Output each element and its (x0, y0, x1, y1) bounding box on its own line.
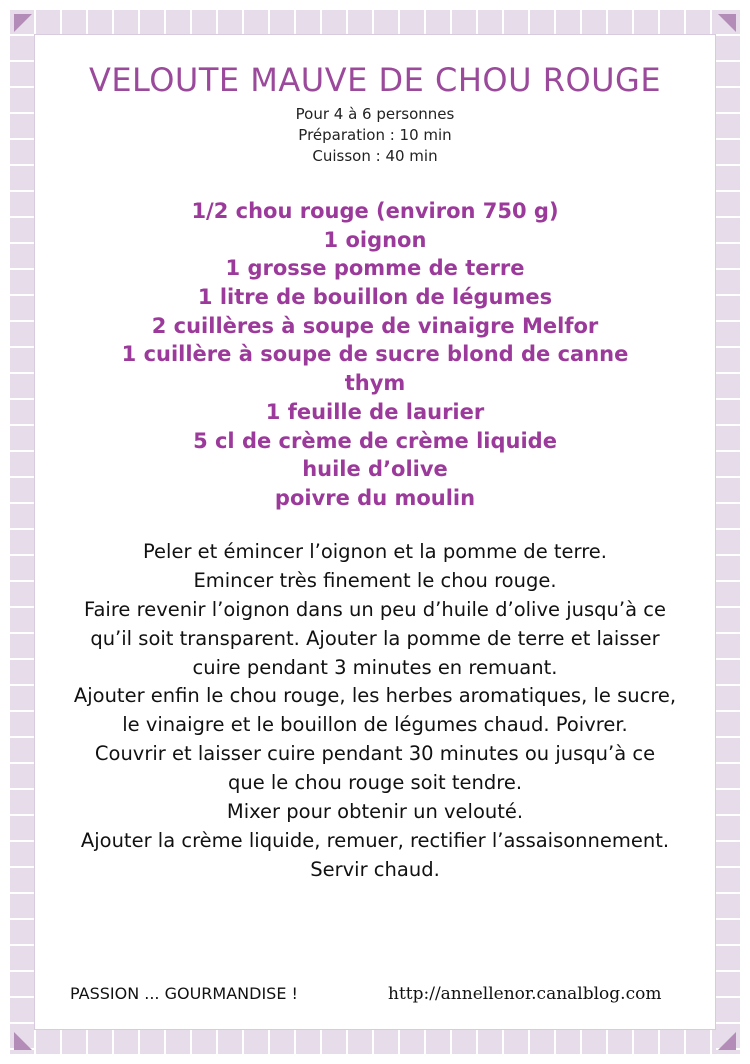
cooking-time: Cuisson : 40 min (312, 147, 438, 165)
ingredient-item: 1 grosse pomme de terre (225, 256, 525, 281)
instruction-line: Ajouter la crème liquide, remuer, rectifier l’assaisonnement. (80, 828, 670, 852)
instruction-line: que le chou rouge soit tendre. (227, 771, 523, 795)
instruction-line: le vinaigre et le bouillon de légumes chaud. Poivrer. (122, 713, 628, 737)
ingredient-item: 1 cuillère à soupe de sucre blond de canne (121, 342, 629, 367)
instruction-line: Emincer très finement le chou rouge. (193, 568, 557, 592)
preparation-time: Préparation : 10 min (298, 126, 452, 144)
ingredient-item: poivre du moulin (274, 485, 476, 510)
ingredient-item: 2 cuillères à soupe de vinaigre Melfor (151, 313, 599, 338)
instruction-line: Ajouter enfin le chou rouge, les herbes aromatiques, le sucre, (73, 684, 677, 708)
instruction-text (34, 538, 716, 885)
instruction-line: Servir chaud. (310, 857, 440, 881)
instruction-line: Peler et émincer l’oignon et la pomme de terre. (142, 540, 607, 563)
instruction-line: Mixer pour obtenir un velouté. (226, 800, 524, 824)
ingredient-list (34, 197, 716, 513)
ingredient-item: 1 litre de bouillon de légumes (197, 285, 553, 310)
ingredient-item: thym (344, 371, 406, 396)
recipe-meta (34, 104, 716, 167)
border-right (716, 10, 740, 1054)
ingredient-item: 1 oignon (323, 227, 427, 252)
instruction-line: Faire revenir l’oignon dans un peu d’huile d’olive jusqu’à ce (84, 597, 666, 621)
footer-url[interactable]: http://annellenor.canalblog.com (388, 984, 662, 1004)
instruction-line: cuire pendant 3 minutes en remuant. (192, 655, 558, 679)
ingredient-item: 1 feuille de laurier (265, 399, 485, 424)
instruction-line: qu’il soit transparent. Ajouter la pomme de terre et laisser (90, 626, 660, 650)
border-bottom (10, 1030, 740, 1054)
border-left (10, 10, 34, 1054)
border-top (10, 10, 740, 34)
ingredient-item: huile d’olive (302, 457, 448, 482)
instruction-line: Couvrir et laisser cuire pendant 30 minutes ou jusqu’à ce (94, 742, 656, 766)
footer-slogan: PASSION ... GOURMANDISE ! (70, 984, 298, 1003)
ingredient-item: 5 cl de crème de crème liquide (193, 428, 557, 453)
ingredient-item: 1/2 chou rouge (environ 750 g) (191, 199, 559, 223)
recipe-title: VELOUTE MAUVE DE CHOU ROUGE (88, 61, 662, 99)
servings: Pour 4 à 6 personnes (295, 105, 455, 123)
